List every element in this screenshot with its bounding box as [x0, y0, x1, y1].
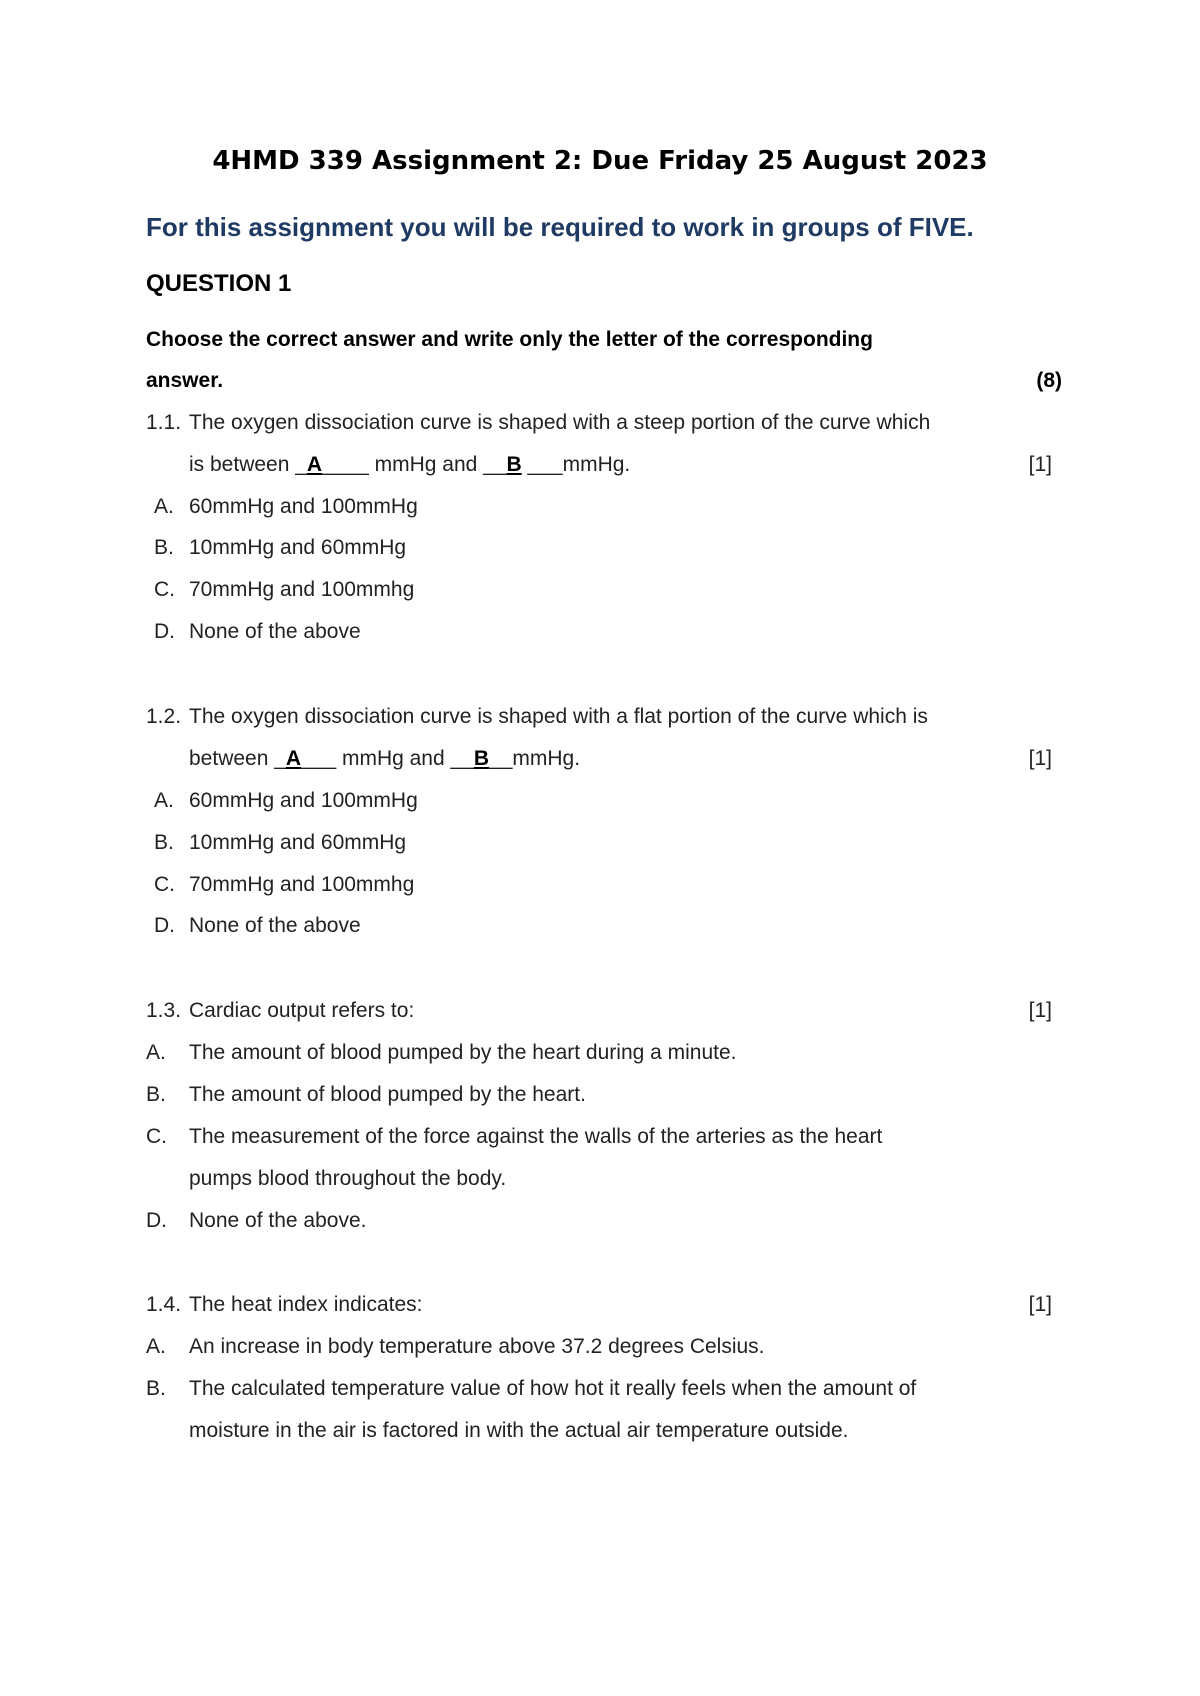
- option-letter: A.: [146, 1335, 166, 1358]
- option-letter: A.: [154, 495, 174, 518]
- option-text: 60mmHg and 100mmHg: [189, 495, 418, 518]
- option-letter: B.: [154, 831, 174, 854]
- option-letter: B.: [154, 536, 174, 559]
- option-text: 70mmHg and 100mmhg: [189, 873, 415, 896]
- question-text: Cardiac output refers to:: [189, 999, 415, 1022]
- option-text: An increase in body temperature above 37.2 degrees Celsius.: [189, 1335, 765, 1358]
- question-number: 1.2.: [146, 705, 182, 728]
- option-text: 70mmHg and 100mmhg: [189, 578, 415, 601]
- option-text: The calculated temperature value of how hot it really feels when the amount of: [189, 1377, 917, 1400]
- instruction-marks: (8): [1036, 369, 1062, 392]
- blank-b: B: [473, 747, 490, 770]
- option-letter: C.: [146, 1125, 167, 1148]
- blank-b: B: [506, 453, 522, 476]
- option-text: 10mmHg and 60mmHg: [189, 536, 407, 559]
- option-letter: A.: [154, 789, 174, 812]
- option-letter: A.: [146, 1041, 166, 1064]
- text-segment: ____ mmHg and __: [322, 453, 507, 476]
- option-letter: B.: [146, 1377, 166, 1400]
- option-letter: D.: [146, 1209, 167, 1232]
- question-text: The oxygen dissociation curve is shaped with a flat portion of the curve which is: [189, 705, 928, 728]
- option-letter: D.: [154, 620, 175, 643]
- blank-a: A: [285, 747, 302, 770]
- text-segment: ___ mmHg and __: [301, 747, 474, 770]
- option-text: None of the above: [189, 914, 361, 937]
- question-text: The oxygen dissociation curve is shaped with a steep portion of the curve which: [189, 411, 931, 434]
- question-marks: [1]: [1028, 747, 1052, 770]
- question-text-line-2: [189, 453, 630, 477]
- option-letter: B.: [146, 1083, 166, 1106]
- option-letter: C.: [154, 873, 175, 896]
- option-text-continuation: pumps blood throughout the body.: [189, 1167, 507, 1190]
- blank-a: A: [306, 453, 323, 476]
- question-text: The heat index indicates:: [189, 1293, 423, 1316]
- question-marks: [1]: [1028, 999, 1052, 1022]
- question-number: 1.4.: [146, 1293, 182, 1316]
- option-letter: C.: [154, 578, 175, 601]
- question-number: 1.3.: [146, 999, 182, 1022]
- option-text: None of the above.: [189, 1209, 367, 1232]
- text-segment: is between _: [189, 453, 307, 476]
- question-number: 1.1.: [146, 411, 182, 434]
- question-marks: [1]: [1028, 1293, 1052, 1316]
- option-text: 10mmHg and 60mmHg: [189, 831, 407, 854]
- option-text: 60mmHg and 100mmHg: [189, 789, 418, 812]
- question-heading: QUESTION 1: [146, 270, 292, 297]
- text-segment: between _: [189, 747, 286, 770]
- option-text: The amount of blood pumped by the heart during a minute.: [189, 1041, 737, 1064]
- option-text: The amount of blood pumped by the heart.: [189, 1083, 586, 1106]
- option-text-continuation: moisture in the air is factored in with the actual air temperature outside.: [189, 1419, 849, 1442]
- group-instruction: For this assignment you will be required to work in groups of FIVE.: [146, 212, 974, 242]
- document-title: 4HMD 339 Assignment 2: Due Friday 25 August 2023: [212, 146, 988, 176]
- text-segment: __mmHg.: [489, 747, 581, 770]
- question-marks: [1]: [1028, 453, 1052, 476]
- option-letter: D.: [154, 914, 175, 937]
- instruction-line-1: Choose the correct answer and write only the letter of the corresponding: [146, 328, 873, 351]
- text-segment: ___mmHg.: [521, 453, 631, 476]
- question-text-line-2: [189, 747, 580, 771]
- option-text: The measurement of the force against the walls of the arteries as the heart: [189, 1125, 883, 1148]
- option-text: None of the above: [189, 620, 361, 643]
- instruction-line-2: answer.: [146, 369, 224, 392]
